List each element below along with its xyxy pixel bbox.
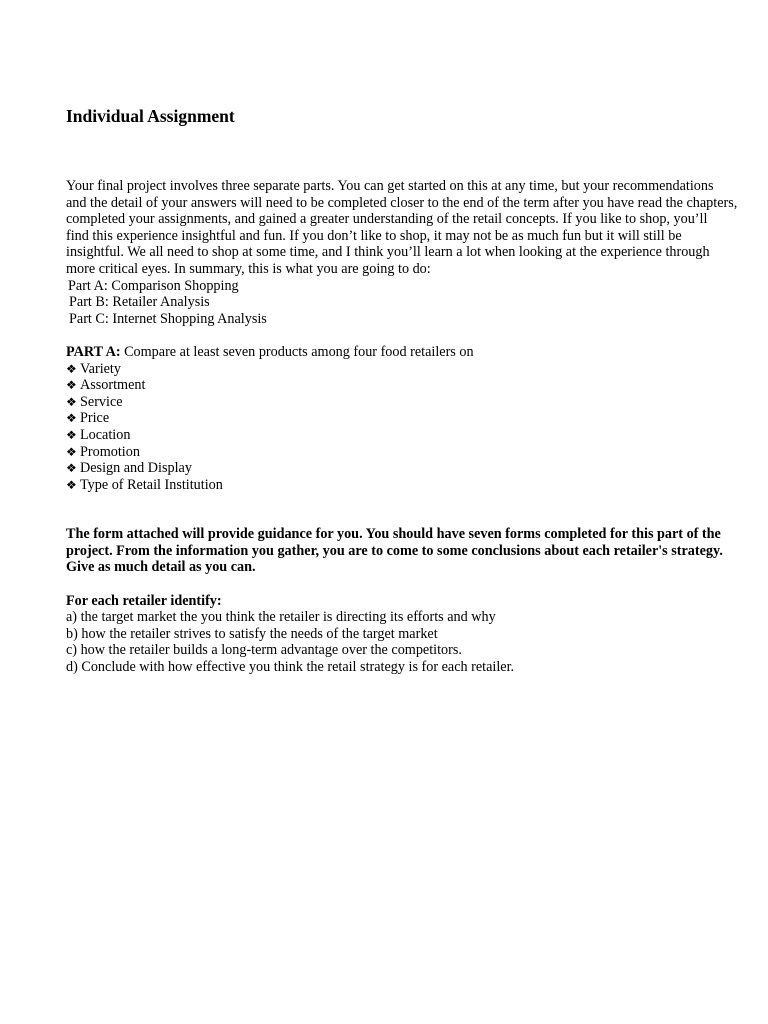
list-item bbox=[66, 361, 756, 378]
criteria-list bbox=[66, 361, 756, 494]
list-item bbox=[66, 377, 756, 394]
criteria-label: Location bbox=[80, 426, 131, 443]
identify-heading: For each retailer identify: bbox=[66, 592, 222, 609]
part-a-heading bbox=[66, 344, 756, 361]
intro-paragraph bbox=[66, 178, 756, 278]
guidance-line: project. From the information you gather, you are to come to some conclusions about each retailer's strategy. bbox=[66, 542, 723, 559]
list-item bbox=[66, 410, 756, 427]
criteria-label: Variety bbox=[80, 360, 121, 377]
criteria-label: Price bbox=[80, 410, 110, 427]
criteria-label: Type of Retail Institution bbox=[80, 476, 223, 493]
intro-line: find this experience insightful and fun. If you don’t like to shop, it may not be as much fun but it will still be bbox=[66, 227, 682, 244]
part-a-section bbox=[66, 344, 756, 493]
document-body bbox=[66, 178, 756, 676]
guidance-line: Give as much detail as you can. bbox=[66, 559, 256, 576]
guidance-paragraph bbox=[66, 526, 756, 576]
intro-line: and the detail of your answers will need to be completed closer to the end of the term after you have read the chapters, bbox=[66, 194, 738, 211]
list-item bbox=[66, 394, 756, 411]
diamond-bullet-icon: ❖ bbox=[66, 427, 77, 442]
intro-line: Your final project involves three separate parts. You can get started on this at any time, but your recommendations bbox=[66, 178, 714, 194]
part-c-summary: Part C: Internet Shopping Analysis bbox=[69, 310, 267, 327]
list-item bbox=[66, 427, 756, 444]
criteria-label: Promotion bbox=[80, 443, 140, 460]
identify-item: c) how the retailer builds a long-term advantage over the competitors. bbox=[66, 642, 462, 659]
part-a-text: Compare at least seven products among four food retailers on bbox=[120, 343, 474, 360]
diamond-bullet-icon: ❖ bbox=[66, 444, 77, 459]
intro-line: completed your assignments, and gained a greater understanding of the retail concepts. If you like to shop, you’ll bbox=[66, 211, 708, 228]
part-a-label: PART A: bbox=[66, 343, 121, 360]
criteria-label: Service bbox=[80, 393, 123, 410]
diamond-bullet-icon: ❖ bbox=[66, 411, 77, 426]
document-title: Individual Assignment bbox=[66, 106, 235, 126]
part-a-summary: Part A: Comparison Shopping bbox=[68, 277, 239, 294]
criteria-label: Design and Display bbox=[80, 460, 192, 477]
list-item bbox=[66, 460, 756, 477]
identify-section bbox=[66, 593, 756, 676]
intro-line: insightful. We all need to shop at some time, and I think you’ll learn a lot when looking at the experience through bbox=[66, 244, 710, 261]
criteria-label: Assortment bbox=[80, 377, 146, 394]
list-item bbox=[66, 444, 756, 461]
identify-item: a) the target market the you think the retailer is directing its efforts and why bbox=[66, 609, 496, 626]
diamond-bullet-icon: ❖ bbox=[66, 477, 77, 492]
parts-list bbox=[66, 278, 756, 328]
intro-line: more critical eyes. In summary, this is what you are going to do: bbox=[66, 260, 431, 277]
identify-item: b) how the retailer strives to satisfy the needs of the target market bbox=[66, 625, 438, 642]
part-b-summary: Part B: Retailer Analysis bbox=[69, 294, 210, 311]
diamond-bullet-icon: ❖ bbox=[66, 394, 77, 409]
guidance-line: The form attached will provide guidance for you. You should have seven forms completed for this part of the bbox=[66, 526, 721, 543]
list-item bbox=[66, 477, 756, 494]
identify-item: d) Conclude with how effective you think the retail strategy is for each retailer. bbox=[66, 659, 515, 676]
diamond-bullet-icon: ❖ bbox=[66, 378, 77, 393]
diamond-bullet-icon: ❖ bbox=[66, 461, 77, 476]
diamond-bullet-icon: ❖ bbox=[66, 361, 77, 376]
